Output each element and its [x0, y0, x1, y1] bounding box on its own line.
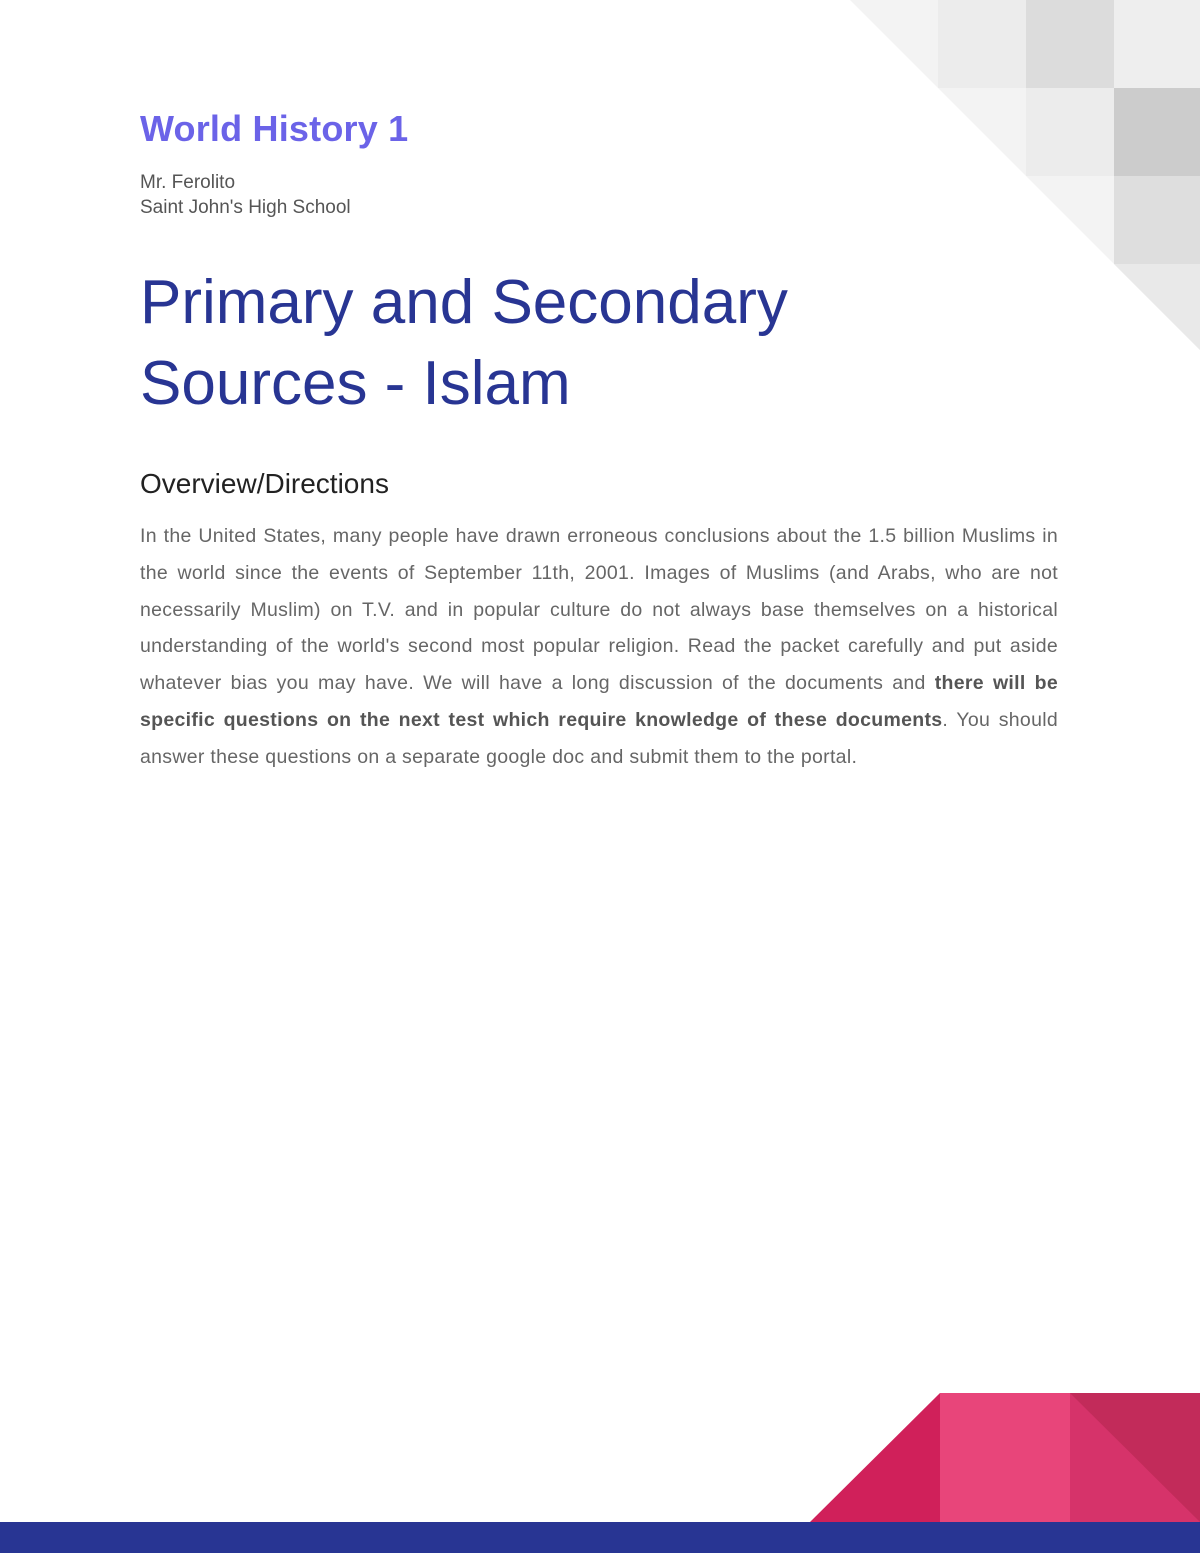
deco-tile: [1114, 264, 1200, 350]
deco-tile: [1026, 88, 1114, 176]
bottom-decoration: [0, 1380, 1200, 1553]
deco-tile: [1026, 0, 1114, 88]
paragraph-text: In the United States, many people have drawn erroneous conclusions about the 1.5 billion Muslims in the world since the events of September 11th, 2001. Images of Muslims (and Arabs, who are not necessarily Muslim) on T.V. and in popular culture do not always base themselves on a historical understanding of the world's second most popular religion. Read the packet carefully and put aside whatever bias you may have. We will have a long discussion of the documents and: [140, 525, 1058, 695]
deco-triangle: [810, 1393, 940, 1522]
overview-paragraph: [140, 518, 1058, 776]
page-title: Primary and Secondary Sources - Islam: [140, 268, 788, 418]
deco-tile: [938, 0, 1026, 88]
course-title: World History 1: [140, 108, 409, 149]
paragraph-text: . You should answer these questions on a separate google doc and submit them to the portal.: [140, 708, 1058, 768]
deco-tile: [1114, 88, 1200, 176]
deco-tile: [1114, 0, 1200, 88]
footer-bar: [0, 1522, 1200, 1553]
deco-block: [940, 1393, 1070, 1522]
school-name: Saint John's High School: [140, 197, 351, 218]
deco-tile: [1114, 176, 1200, 264]
teacher-name: Mr. Ferolito: [140, 172, 236, 193]
paragraph-bold-text: there will be specific questions on the next test which require knowledge of these documents: [140, 672, 1058, 731]
section-heading-overview: Overview/Directions: [140, 468, 389, 499]
